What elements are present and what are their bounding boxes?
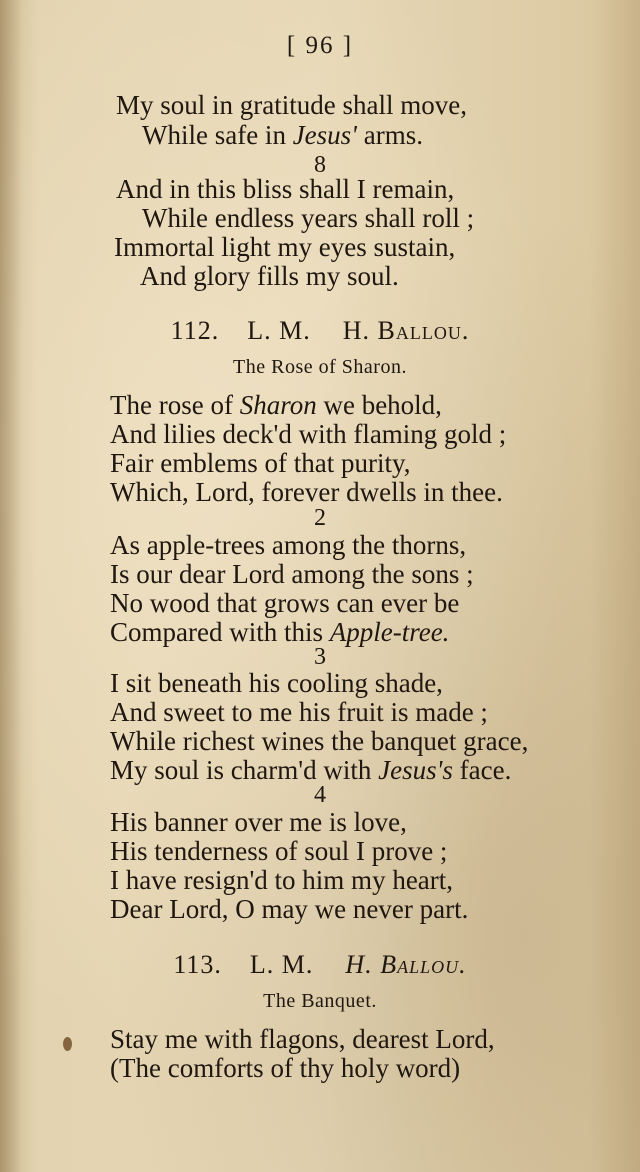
verse-line: While endless years shall roll ; [142,203,475,233]
verse-line: Compared with this Apple-tree. [110,617,450,647]
verse-line: My soul is charm'd with Jesus's face. [110,755,512,785]
verse-line: While safe in Jesus' arms. [142,120,423,150]
verse-line: His banner over me is love, [110,807,407,837]
verse-line: I have resign'd to him my heart, [110,865,454,895]
hymn-header [0,950,640,980]
verse-line: Immortal light my eyes sustain, [114,232,456,262]
verse-line: And lilies deck'd with flaming gold ; [110,419,507,449]
verse-line: Fair emblems of that purity, [110,448,411,478]
hymn-author: H. Ballou. [345,950,467,979]
verse-line: And glory fills my soul. [140,261,399,291]
verse-line: I sit beneath his cooling shade, [110,668,443,698]
verse-number: 3 [314,644,326,670]
hymn-title: The Rose of Sharon. [233,356,407,378]
hymn-meter: L. M. [247,316,311,345]
hymn-author: H. Ballou. [342,316,470,345]
verse-line: And in this bliss shall I remain, [116,174,455,204]
verse-line: Is our dear Lord among the sons ; [110,559,474,589]
verse-line: And sweet to me his fruit is made ; [110,697,488,727]
verse-line: No wood that grows can ever be [110,588,460,618]
hymn-title: The Banquet. [263,990,377,1012]
verse-number: 2 [314,505,326,531]
hymn-header [0,316,640,346]
hymn-number: 113. [173,950,222,979]
verse-line: (The comforts of thy holy word) [110,1053,461,1083]
verse-line: Which, Lord, forever dwells in thee. [110,477,503,507]
verse-line: As apple-trees among the thorns, [110,530,467,560]
verse-number: 8 [314,152,326,178]
verse-line: The rose of Sharon we behold, [110,390,442,420]
hymn-number: 112. [170,316,220,345]
verse-line: While richest wines the banquet grace, [110,726,529,756]
verse-line: His tenderness of soul I prove ; [110,836,448,866]
verse-line: My soul in gratitude shall move, [116,90,467,120]
ink-stain [63,1037,72,1051]
verse-line: Dear Lord, O may we never part. [110,894,469,924]
verse-line: Stay me with flagons, dearest Lord, [110,1024,495,1054]
hymn-meter: L. M. [249,950,314,979]
verse-number: 4 [314,782,326,808]
page-number: [ 96 ] [286,32,354,59]
